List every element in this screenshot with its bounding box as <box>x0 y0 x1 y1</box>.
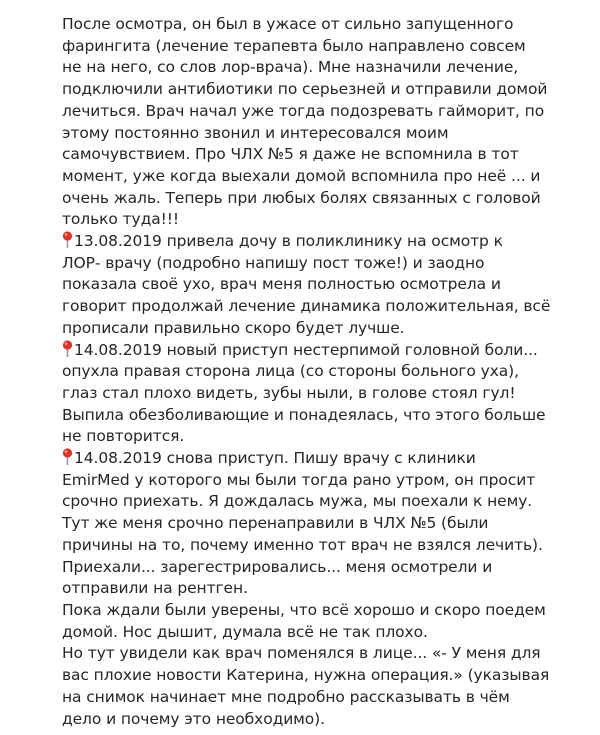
text-line: показала своё ухо, врач меня полностью осмотрела и <box>62 275 501 294</box>
entry-text: 13.08.2019 привела дочу в поликлинику на осмотр к <box>74 232 503 251</box>
text-line: Пока ждали были уверены, что всё хорошо и скоро поедем <box>62 600 546 619</box>
text-line: не повторится. <box>62 427 185 446</box>
text-line: отправили на рентген. <box>62 579 248 598</box>
text-line: EmirMed у которого мы были тогда рано утром, он просит <box>62 470 536 489</box>
text-line: самочувствием. Про ЧЛХ №5 я даже не вспомнила в тот <box>62 145 519 164</box>
text-line: подключили антибиотики по серьезней и отправили домой <box>62 80 548 99</box>
text-line: говорит продолжай лечение динамика положительная, всё <box>62 297 551 316</box>
text-line: момент, уже когда выехали домой вспомнила про неё ... и <box>62 166 541 185</box>
round-pushpin-icon <box>62 231 73 248</box>
text-line: очень жаль. Теперь при любых болях связанных с головой <box>62 188 541 207</box>
round-pushpin-icon <box>62 448 73 465</box>
text-line: Но тут увидели как врач поменялся в лице... «- У меня для <box>62 644 541 663</box>
text-line: Тут же меня срочно перенаправили в ЧЛХ №5 (были <box>62 514 489 533</box>
text-line: ЛОР- врачу (подробно напишу пост тоже!) и заодно <box>62 253 485 272</box>
dated-entry-line <box>62 340 582 362</box>
text-line: Выпила обезболивающие и понадеялась, что этого больше <box>62 405 546 424</box>
text-line: После осмотра, он был в ужасе от сильно запущенного <box>62 15 514 33</box>
text-line: глаз стал плохо видеть, зубы ныли, в голове стоял гул! <box>62 383 516 402</box>
round-pushpin-icon <box>62 340 73 357</box>
text-line: причины на то, почему именно тот врач не взялся лечить). <box>62 535 543 554</box>
entry-text: 14.08.2019 снова приступ. Пишу врачу с клиники <box>74 449 476 468</box>
text-line: прописали правильно скоро будет лучше. <box>62 318 405 337</box>
dated-entry-line <box>62 231 582 253</box>
text-line: срочно приехать. Я дождалась мужа, мы поехали к нему. <box>62 492 533 511</box>
text-line: на снимок начинает мне подробно рассказывать в чём <box>62 687 510 706</box>
text-line: Приехали... зарегестрировались... меня осмотрели и <box>62 557 493 576</box>
dated-entry-line <box>62 448 582 470</box>
text-line: этому постоянно звонил и интересовался моим <box>62 123 449 142</box>
text-line: домой. Нос дышит, думала всё не так плохо. <box>62 622 428 641</box>
text-line: только туда!!! <box>62 210 179 229</box>
post-text <box>62 14 582 730</box>
text-line: лечиться. Врач начал уже тогда подозревать гайморит, по <box>62 101 545 120</box>
text-line: опухла правая сторона лица (со стороны больного уха), <box>62 362 519 381</box>
text-line: не на него, со слов лор-врача). Мне назначили лечение, <box>62 58 519 77</box>
text-line: вас плохие новости Катерина, нужна операция.» (указывая <box>62 666 550 685</box>
entry-text: 14.08.2019 новый приступ нестерпимой головной боли... <box>74 340 538 359</box>
text-line: дело и почему это необходимо). <box>62 709 325 728</box>
text-line: фарингита (лечение терапевта было направлено совсем <box>62 36 526 55</box>
